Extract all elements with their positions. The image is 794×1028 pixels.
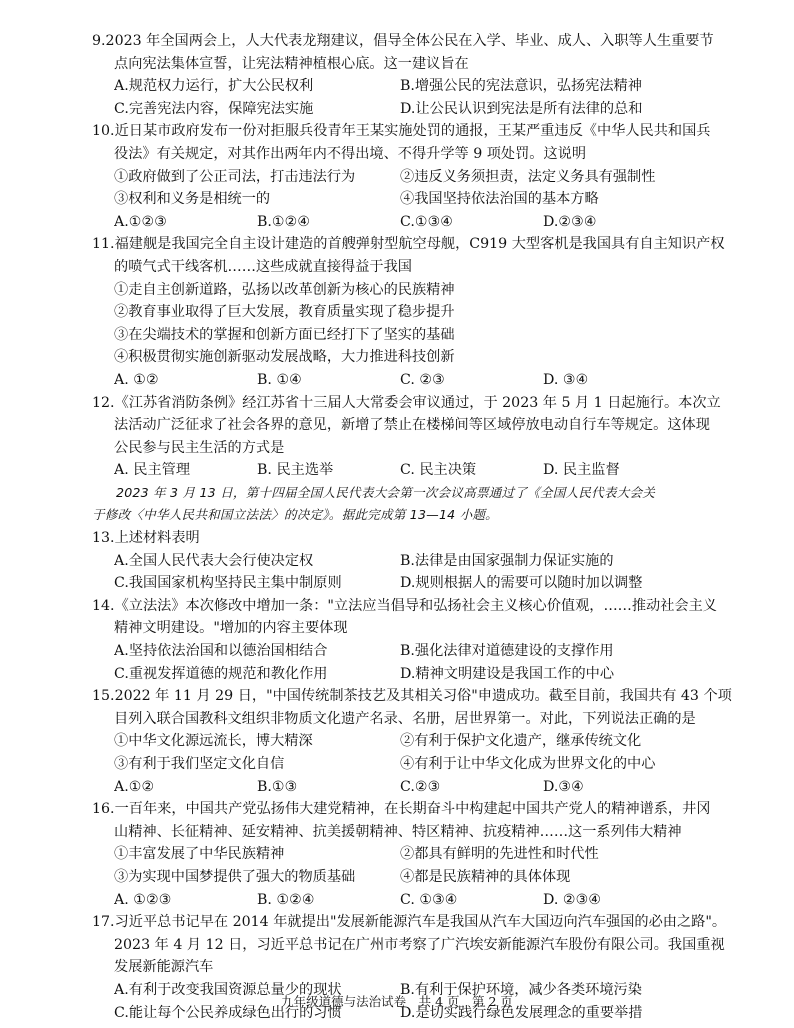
- question-stem: 14.《立法法》本次修改中增加一条："立法应当倡导和弘扬社会主义核心价值观，……推动社会主义: [92, 597, 717, 614]
- option-d: D.规则根据人的需要可以随时加以调整: [400, 575, 643, 592]
- answer-options: [92, 75, 764, 120]
- option-c: C. ②③: [400, 371, 445, 388]
- question-16: [92, 798, 764, 911]
- question-stem: 17.习近平总书记早在 2014 年就提出"发展新能源汽车是我国从汽车大国迈向汽车强国的必由之路"。: [92, 914, 727, 931]
- option-b: B. ①④: [257, 371, 302, 388]
- statement-3: ③为实现中国梦提供了强大的物质基础: [114, 868, 356, 885]
- option-c: C.重视发挥道德的规范和教化作用: [114, 665, 328, 682]
- option-a: A.全国人民代表大会行使决定权: [114, 552, 314, 569]
- option-d: D.③④: [543, 778, 584, 795]
- question-10: [92, 120, 764, 233]
- option-c: C.②③: [400, 778, 441, 795]
- statement-4: ④都是民族精神的具体体现: [400, 868, 571, 885]
- statement-list: [92, 730, 764, 775]
- answer-options: [92, 776, 764, 799]
- statement-3: ③有利于我们坚定文化自信: [114, 756, 285, 772]
- question-stem: 10.近日某市政府发布一份对拒服兵役青年王某实施处罚的通报，王某严重违反《中华人民共和国兵: [92, 123, 711, 140]
- option-a: A.①②③: [114, 213, 167, 230]
- statement-4: ④有利于让中华文化成为世界文化的中心: [400, 756, 656, 772]
- answer-options: [92, 550, 764, 595]
- question-9: [92, 30, 764, 120]
- option-c: C. ①③④: [400, 891, 458, 908]
- option-d: D. ③④: [543, 371, 589, 388]
- option-a: A. ①②: [114, 371, 159, 388]
- option-b: B.法律是由国家强制力保证实施的: [400, 552, 614, 569]
- question-stem: 11.福建舰是我国完全自主设计建造的首艘弹射型航空母舰，C919 大型客机是我国具有自主知识产权: [92, 236, 725, 253]
- option-c: C.完善宪法内容，保障宪法实施: [114, 100, 314, 117]
- statement-2: ②违反义务须担责，法定义务具有强制性: [400, 168, 656, 185]
- question-stem: 的喷气式干线客机……这些成就直接得益于我国: [114, 258, 412, 275]
- statement-3: ③权利和义务是相统一的: [114, 191, 271, 208]
- option-c: C. 民主决策: [400, 462, 477, 479]
- option-d: D.让公民认识到宪法是所有法律的总和: [400, 100, 643, 117]
- option-a: A.有利于改变我国资源总量少的现状: [114, 981, 342, 998]
- option-a: A. ①②③: [114, 891, 172, 908]
- statement-2: ②教育事业取得了巨大发展，教育质量实现了稳步提升: [114, 304, 455, 321]
- option-c: C.我国国家机构坚持民主集中制原则: [114, 575, 342, 592]
- question-stem: 9.2023 年全国两会上，人大代表龙翔建议，倡导全体公民在入学、毕业、成人、入职等人生重要节: [92, 33, 714, 49]
- question-15: [92, 685, 764, 798]
- option-d: D.精神文明建设是我国工作的中心: [400, 665, 615, 682]
- statement-1: ①政府做到了公正司法，打击违法行为: [114, 168, 356, 185]
- question-stem: 公民参与民主生活的方式是: [114, 439, 285, 456]
- option-b: B.有利于保护环境，减少各类环境污染: [400, 981, 642, 998]
- statement-4: ④我国坚持依法治国的基本方略: [400, 191, 599, 208]
- question-stem: 点向宪法集体宣誓，让宪法精神植根心底。这一建议旨在: [114, 55, 469, 72]
- question-stem: 12.《江苏省消防条例》经江苏省十三届人大常委会审议通过，于 2023 年 5 月 1 日起施行。本次立: [92, 394, 721, 411]
- option-b: B.①③: [257, 778, 298, 795]
- question-stem: 山精神、长征精神、延安精神、抗美援朝精神、特区精神、抗疫精神……这一系列伟大精神: [114, 823, 682, 840]
- shared-material: [92, 482, 764, 527]
- option-d: D. 民主监督: [543, 462, 620, 479]
- question-stem: 16.一百年来，中国共产党弘扬伟大建党精神，在长期奋斗中构建起中国共产党人的精神谱系，井冈: [92, 801, 711, 818]
- option-a: A.①②: [114, 778, 155, 795]
- answer-options: [92, 459, 764, 482]
- answer-options: [92, 640, 764, 685]
- material-text: 于修改〈中华人民共和国立法法〉的决定》。据此完成第 13—14 小题。: [92, 507, 498, 523]
- question-stem: 役法》有关规定，对其作出两年内不得出境、不得升学等 9 项处罚。这说明: [114, 145, 587, 162]
- question-stem: 精神文明建设。"增加的内容主要体现: [114, 620, 348, 637]
- answer-options: [92, 211, 764, 234]
- statement-1: ①走自主创新道路，弘扬以改革创新为核心的民族精神: [114, 281, 455, 298]
- question-stem: 2023 年 4 月 12 日，习近平总书记在广州市考察了广汽埃安新能源汽车股份有限公司。我国重视: [114, 936, 725, 953]
- statement-4: ④积极贯彻实施创新驱动发展战略，大力推进科技创新: [114, 349, 455, 366]
- option-c: C.①③④: [400, 213, 454, 230]
- option-a: A.规范权力运行，扩大公民权利: [114, 78, 314, 95]
- question-stem: 目列入联合国教科文组织非物质文化遗产名录、名册，居世界第一。对此，下列说法正确的是: [114, 710, 696, 727]
- option-d: D.②③④: [543, 213, 597, 230]
- statement-list: [92, 843, 764, 888]
- option-a: A.坚持依法治国和以德治国相结合: [114, 643, 328, 660]
- option-b: B.增强公民的宪法意识，弘扬宪法精神: [400, 78, 642, 95]
- option-c: C.能让每个公民养成绿色出行的习惯: [114, 1004, 342, 1021]
- question-11: [92, 233, 764, 391]
- answer-options: [92, 889, 764, 912]
- statement-2: ②都具有鲜明的先进性和时代性: [400, 846, 599, 863]
- question-stem: 13.上述材料表明: [92, 530, 200, 547]
- option-b: B. ①②④: [257, 891, 315, 908]
- question-stem: 法活动广泛征求了社会各界的意见，新增了禁止在楼梯间等区域停放电动自行车等规定。这体现: [114, 417, 710, 434]
- statement-1: ①中华文化源远流长，博大精深: [114, 733, 313, 750]
- question-14: [92, 595, 764, 685]
- statement-list: [92, 166, 764, 211]
- answer-options: [92, 369, 764, 392]
- material-text: 2023 年 3 月 13 日，第十四届全国人民代表大会第一次会议高票通过了《全国人民代表大会关: [116, 484, 656, 500]
- option-b: B.①②④: [257, 213, 311, 230]
- question-stem: 发展新能源汽车: [114, 959, 214, 976]
- option-a: A. 民主管理: [114, 462, 191, 479]
- statement-1: ①丰富发展了中华民族精神: [114, 846, 285, 863]
- question-stem: 15.2022 年 11 月 29 日，"中国传统制茶技艺及其相关习俗"申遗成功。截至目前，我国共有 43 个项: [92, 688, 732, 705]
- question-13: [92, 527, 764, 595]
- option-b: B. 民主选举: [257, 462, 334, 479]
- question-12: [92, 392, 764, 482]
- page-footer: 九年级道德与法治试卷 共 4 页 第 2 页: [281, 994, 513, 1009]
- option-d: D. ②③④: [543, 891, 602, 908]
- statement-3: ③在尖端技术的掌握和创新方面已经打下了坚实的基础: [114, 326, 455, 343]
- statement-2: ②有利于保护文化遗产，继承传统文化: [400, 733, 642, 750]
- option-d: D.是切实践行绿色发展理念的重要举措: [400, 1004, 643, 1021]
- option-b: B.强化法律对道德建设的支撑作用: [400, 643, 614, 660]
